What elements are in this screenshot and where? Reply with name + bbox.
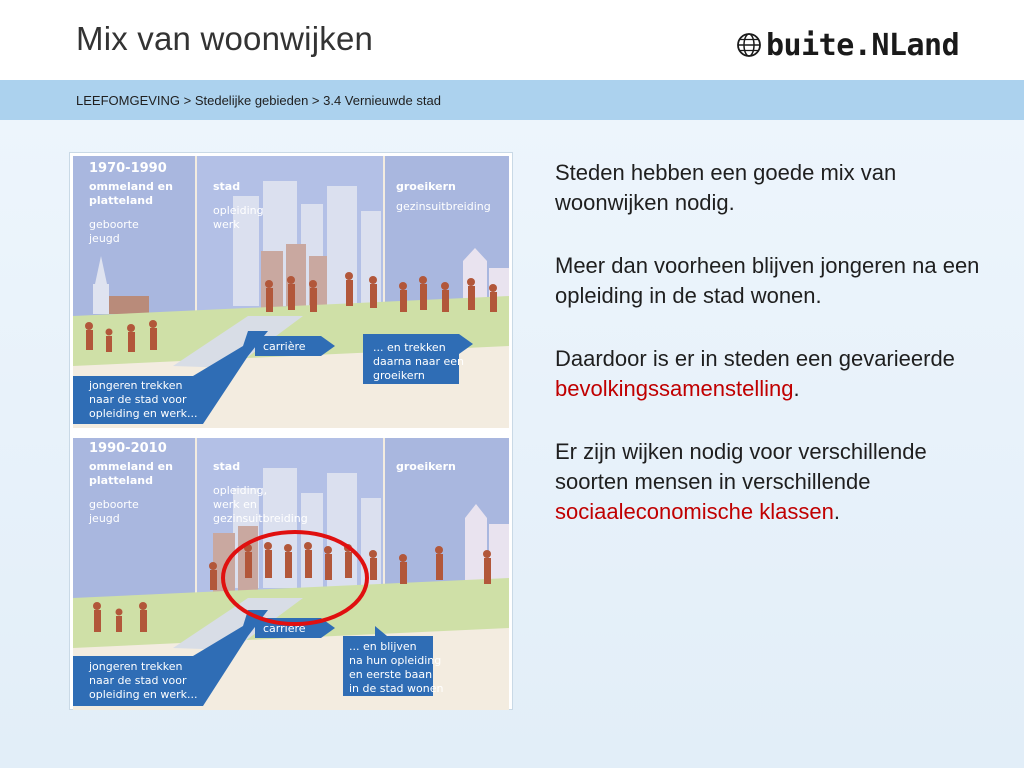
period-label: 1990-2010 — [89, 441, 167, 456]
countryside-sub-birth: geboorte — [89, 498, 139, 511]
growth-town-sub: gezinsuitbreiding — [396, 200, 491, 213]
countryside-label: ommeland en — [89, 180, 173, 193]
arrow-right-line-2: daarna naar een — [373, 355, 464, 368]
arrow-left-line-1: jongeren trekken — [89, 660, 183, 673]
countryside-label-2: platteland — [89, 194, 153, 207]
paragraph-classes — [555, 437, 995, 527]
arrow-left-line-3: opleiding en werk... — [89, 407, 198, 420]
paragraph-mix: Steden hebben een goede mix van woonwijken nodig. — [555, 160, 897, 215]
city-label: stad — [213, 180, 241, 193]
arrow-right-line-1: ... en blijven — [349, 640, 417, 653]
paragraph-classes-text: Er zijn wijken nodig voor verschillende soorten mensen in verschillende — [555, 439, 927, 494]
paragraph-population — [555, 344, 995, 404]
city-sub-education: opleiding, — [213, 484, 268, 497]
arrow-career-label: carrière — [263, 622, 306, 635]
arrow-right-line-2: na hun opleiding — [349, 654, 442, 667]
countryside-sub-birth: geboorte — [89, 218, 139, 231]
arrow-left-line-2: naar de stad voor — [89, 393, 187, 406]
arrow-right-line-1: ... en trekken — [373, 341, 446, 354]
countryside-sub-youth: jeugd — [89, 512, 120, 525]
arrow-right-line-4: in de stad wonen — [349, 682, 444, 695]
paragraph-classes-end: . — [833, 499, 840, 524]
countryside-label: ommeland en — [89, 460, 173, 473]
breadcrumb: LEEFOMGEVING > Stedelijke gebieden > 3.4 Vernieuwde stad — [76, 93, 441, 108]
brand-logo — [736, 25, 959, 65]
paragraph-population-text: Daardoor is er in steden een gevarieerde — [555, 346, 955, 371]
growth-town-label: groeikern — [396, 460, 456, 473]
city-sub-work: werk en — [213, 498, 257, 511]
logo-text: buite.NLand — [766, 27, 960, 63]
globe-icon — [736, 32, 762, 58]
arrow-career-label: carrière — [263, 340, 306, 353]
text-column — [555, 158, 995, 560]
highlight-term-population: bevolkingssamenstelling — [555, 376, 794, 401]
arrow-left-line-3: opleiding en werk... — [89, 688, 198, 701]
migration-illustration — [69, 152, 513, 710]
highlight-term-classes: sociaaleconomische klassen — [555, 499, 834, 524]
arrow-right-line-3: en eerste baan — [349, 668, 433, 681]
countryside-label-2: platteland — [89, 474, 153, 487]
city-sub-education: opleiding — [213, 204, 264, 217]
city-sub-family: gezinsuitbreiding — [213, 512, 308, 525]
illustration-panel-1970-1990 — [73, 156, 509, 428]
page-title: Mix van woonwijken — [76, 20, 374, 57]
growth-town-label: groeikern — [396, 180, 456, 193]
period-label: 1970-1990 — [89, 161, 167, 176]
city-sub-work: werk — [213, 218, 240, 231]
arrow-right-line-3: groeikern — [373, 369, 425, 382]
city-label: stad — [213, 460, 241, 473]
highlight-circle — [215, 525, 395, 635]
paragraph-youth: Meer dan voorheen blijven jongeren na een opleiding in de stad wonen. — [555, 253, 980, 308]
paragraph-population-end: . — [793, 376, 800, 401]
arrow-left-line-1: jongeren trekken — [89, 379, 183, 392]
arrow-left-line-2: naar de stad voor — [89, 674, 187, 687]
countryside-sub-youth: jeugd — [89, 232, 120, 245]
